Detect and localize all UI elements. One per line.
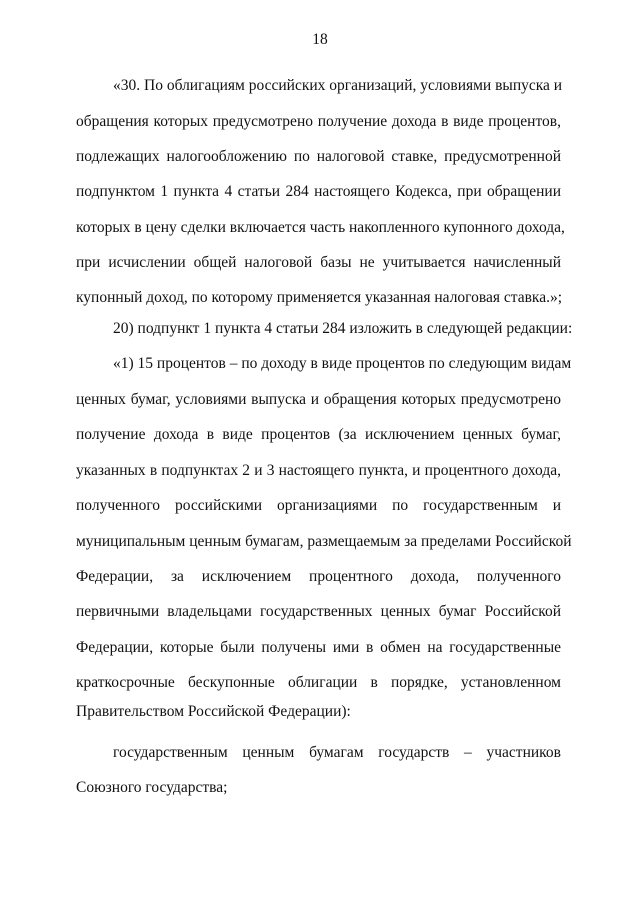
text-line: краткосрочные бескупонные облигации в порядке, установленном [76,674,561,691]
text-line: Федерации, за исключением процентного дохода, полученного [76,568,561,585]
text-line: подлежащих налогообложению по налоговой ставке, предусмотренной [76,148,561,165]
text-line: обращения которых предусмотрено получение дохода в виде процентов, [76,113,561,130]
text-line: 20) подпункт 1 пункта 4 статьи 284 изложить в следующей редакции: [113,320,573,337]
text-line: Союзного государства; [76,779,228,796]
text-line: полученного российскими организациями по государственным и [76,497,561,514]
text-line: указанных в подпунктах 2 и 3 настоящего пункта, и процентного дохода, [76,462,561,479]
text-line: получение дохода в виде процентов (за исключением ценных бумаг, [76,426,561,443]
text-line: купонный доход, по которому применяется указанная налоговая ставка.»; [76,289,563,306]
text-line: государственным ценным бумагам государств – участников [113,744,561,761]
text-line: Правительством Российской Федерации): [76,703,351,720]
text-line: подпунктом 1 пункта 4 статьи 284 настоящего Кодекса, при обращении [76,183,561,200]
text-line: которых в цену сделки включается часть накопленного купонного дохода, [76,219,565,236]
page-number: 18 [312,31,328,48]
text-line: муниципальным ценным бумагам, размещаемым за пределами Российской [76,533,572,550]
text-line: «30. По облигациям российских организаций, условиями выпуска и [113,77,563,94]
text-line: «1) 15 процентов – по доходу в виде процентов по следующим видам [113,355,572,372]
text-line: Федерации, которые были получены ими в обмен на государственные [76,639,561,656]
text-line: при исчислении общей налоговой базы не учитывается начисленный [76,254,561,271]
text-line: первичными владельцами государственных ценных бумаг Российской [76,603,561,620]
text-line: ценных бумаг, условиями выпуска и обращения которых предусмотрено [76,391,561,408]
